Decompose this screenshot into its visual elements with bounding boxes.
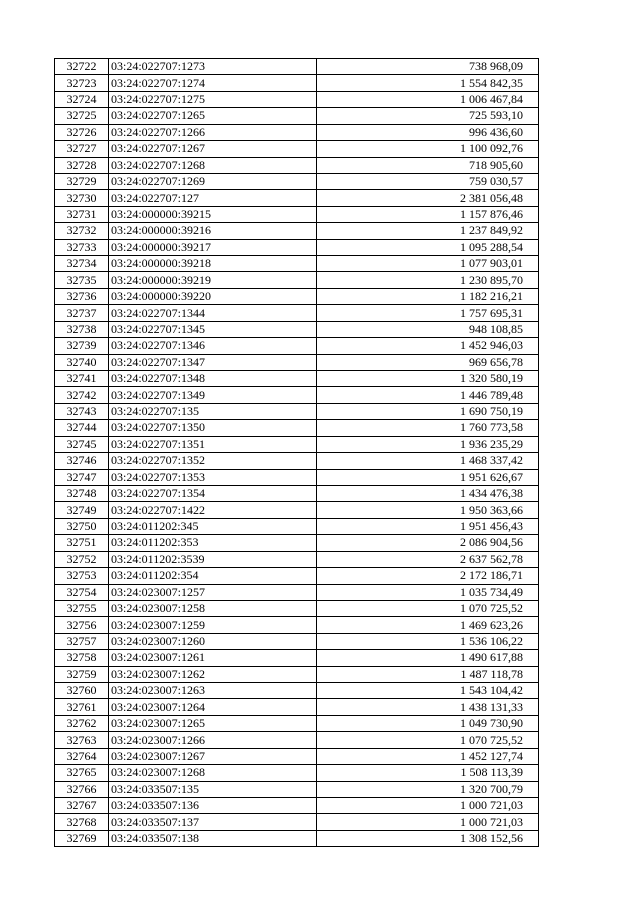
table-row: [55, 190, 539, 206]
value-cell: 2 172 186,71: [317, 568, 539, 584]
table-row: [55, 666, 539, 682]
cadastral-number-cell: 03:24:022707:1275: [109, 91, 317, 107]
cadastral-number-cell: 03:24:033507:135: [109, 781, 317, 797]
table-row: [55, 518, 539, 534]
value-cell: 1 446 789,48: [317, 387, 539, 403]
table-row: [55, 338, 539, 354]
value-cell: 2 086 904,56: [317, 535, 539, 551]
value-cell: 1 536 106,22: [317, 633, 539, 649]
cadastral-number-cell: 03:24:023007:1258: [109, 600, 317, 616]
row-number-cell: 32763: [55, 732, 109, 748]
value-cell: 1 438 131,33: [317, 699, 539, 715]
row-number-cell: 32753: [55, 568, 109, 584]
table-row: [55, 732, 539, 748]
value-cell: 1 320 700,79: [317, 781, 539, 797]
table-row: [55, 206, 539, 222]
value-cell: 1 487 118,78: [317, 666, 539, 682]
value-cell: 1 936 235,29: [317, 436, 539, 452]
table-row: [55, 354, 539, 370]
table-row: [55, 765, 539, 781]
cadastral-number-cell: 03:24:022707:1352: [109, 453, 317, 469]
cadastral-number-cell: 03:24:000000:39220: [109, 288, 317, 304]
row-number-cell: 32741: [55, 371, 109, 387]
row-number-cell: 32736: [55, 288, 109, 304]
cadastral-number-cell: 03:24:022707:1274: [109, 75, 317, 91]
value-cell: 1 070 725,52: [317, 600, 539, 616]
table-row: [55, 781, 539, 797]
table-row: [55, 223, 539, 239]
cadastral-number-cell: 03:24:022707:1269: [109, 173, 317, 189]
row-number-cell: 32756: [55, 617, 109, 633]
row-number-cell: 32758: [55, 650, 109, 666]
row-number-cell: 32762: [55, 715, 109, 731]
row-number-cell: 32742: [55, 387, 109, 403]
row-number-cell: 32729: [55, 173, 109, 189]
table-row: [55, 485, 539, 501]
cadastral-number-cell: 03:24:022707:1354: [109, 485, 317, 501]
value-cell: 725 593,10: [317, 108, 539, 124]
row-number-cell: 32757: [55, 633, 109, 649]
table-row: [55, 108, 539, 124]
value-cell: 2 381 056,48: [317, 190, 539, 206]
table-row: [55, 272, 539, 288]
table-row: [55, 830, 539, 846]
table-row: [55, 715, 539, 731]
row-number-cell: 32723: [55, 75, 109, 91]
value-cell: 1 490 617,88: [317, 650, 539, 666]
table-row: [55, 683, 539, 699]
value-cell: 1 951 456,43: [317, 518, 539, 534]
value-cell: 1 070 725,52: [317, 732, 539, 748]
cadastral-number-cell: 03:24:022707:1349: [109, 387, 317, 403]
table-row: [55, 551, 539, 567]
row-number-cell: 32768: [55, 814, 109, 830]
cadastral-number-cell: 03:24:022707:1422: [109, 502, 317, 518]
value-cell: 718 905,60: [317, 157, 539, 173]
value-cell: 1 543 104,42: [317, 683, 539, 699]
cadastral-number-cell: 03:24:022707:1350: [109, 420, 317, 436]
row-number-cell: 32743: [55, 403, 109, 419]
table-row: [55, 699, 539, 715]
table-row: [55, 568, 539, 584]
cadastral-number-cell: 03:24:023007:1262: [109, 666, 317, 682]
table-row: [55, 633, 539, 649]
value-cell: 1 308 152,56: [317, 830, 539, 846]
cadastral-number-cell: 03:24:023007:1261: [109, 650, 317, 666]
row-number-cell: 32747: [55, 469, 109, 485]
value-cell: 1 760 773,58: [317, 420, 539, 436]
value-cell: 1 320 580,19: [317, 371, 539, 387]
cadastral-number-cell: 03:24:023007:1257: [109, 584, 317, 600]
value-cell: 1 095 288,54: [317, 239, 539, 255]
cadastral-number-cell: 03:24:022707:1348: [109, 371, 317, 387]
cadastral-number-cell: 03:24:023007:1268: [109, 765, 317, 781]
table-row: [55, 305, 539, 321]
value-cell: 948 108,85: [317, 321, 539, 337]
value-cell: 1 434 476,38: [317, 485, 539, 501]
data-table: [54, 58, 539, 847]
table-row: [55, 173, 539, 189]
table-row: [55, 453, 539, 469]
value-cell: 1 035 734,49: [317, 584, 539, 600]
row-number-cell: 32733: [55, 239, 109, 255]
value-cell: 1 157 876,46: [317, 206, 539, 222]
table-row: [55, 75, 539, 91]
table-row: [55, 256, 539, 272]
value-cell: 1 237 849,92: [317, 223, 539, 239]
table-row: [55, 321, 539, 337]
row-number-cell: 32732: [55, 223, 109, 239]
cadastral-number-cell: 03:24:023007:1263: [109, 683, 317, 699]
row-number-cell: 32734: [55, 256, 109, 272]
table-row: [55, 797, 539, 813]
cadastral-number-cell: 03:24:023007:1260: [109, 633, 317, 649]
cadastral-number-cell: 03:24:011202:354: [109, 568, 317, 584]
row-number-cell: 32766: [55, 781, 109, 797]
value-cell: 2 637 562,78: [317, 551, 539, 567]
cadastral-number-cell: 03:24:011202:345: [109, 518, 317, 534]
row-number-cell: 32761: [55, 699, 109, 715]
value-cell: 1 182 216,21: [317, 288, 539, 304]
cadastral-number-cell: 03:24:033507:136: [109, 797, 317, 813]
row-number-cell: 32746: [55, 453, 109, 469]
table-row: [55, 288, 539, 304]
value-cell: 1 468 337,42: [317, 453, 539, 469]
cadastral-number-cell: 03:24:022707:1266: [109, 124, 317, 140]
value-cell: 1 690 750,19: [317, 403, 539, 419]
table-row: [55, 124, 539, 140]
cadastral-number-cell: 03:24:022707:1347: [109, 354, 317, 370]
row-number-cell: 32722: [55, 59, 109, 75]
value-cell: 1 100 092,76: [317, 141, 539, 157]
row-number-cell: 32755: [55, 600, 109, 616]
row-number-cell: 32724: [55, 91, 109, 107]
cadastral-number-cell: 03:24:022707:1265: [109, 108, 317, 124]
row-number-cell: 32767: [55, 797, 109, 813]
row-number-cell: 32765: [55, 765, 109, 781]
row-number-cell: 32748: [55, 485, 109, 501]
cadastral-number-cell: 03:24:022707:1267: [109, 141, 317, 157]
row-number-cell: 32752: [55, 551, 109, 567]
value-cell: 969 656,78: [317, 354, 539, 370]
table-row: [55, 617, 539, 633]
row-number-cell: 32750: [55, 518, 109, 534]
cadastral-number-cell: 03:24:022707:1351: [109, 436, 317, 452]
row-number-cell: 32730: [55, 190, 109, 206]
cadastral-number-cell: 03:24:022707:1273: [109, 59, 317, 75]
cadastral-number-cell: 03:24:033507:137: [109, 814, 317, 830]
cadastral-number-cell: 03:24:022707:135: [109, 403, 317, 419]
row-number-cell: 32749: [55, 502, 109, 518]
row-number-cell: 32754: [55, 584, 109, 600]
value-cell: 1 049 730,90: [317, 715, 539, 731]
value-cell: 1 469 623,26: [317, 617, 539, 633]
cadastral-number-cell: 03:24:022707:1346: [109, 338, 317, 354]
row-number-cell: 32739: [55, 338, 109, 354]
table-row: [55, 748, 539, 764]
table-row: [55, 157, 539, 173]
cadastral-number-cell: 03:24:000000:39216: [109, 223, 317, 239]
table-row: [55, 650, 539, 666]
table-row: [55, 239, 539, 255]
cadastral-number-cell: 03:24:023007:1267: [109, 748, 317, 764]
row-number-cell: 32731: [55, 206, 109, 222]
value-cell: 1 950 363,66: [317, 502, 539, 518]
row-number-cell: 32751: [55, 535, 109, 551]
cadastral-number-cell: 03:24:022707:1268: [109, 157, 317, 173]
cadastral-number-cell: 03:24:011202:3539: [109, 551, 317, 567]
row-number-cell: 32759: [55, 666, 109, 682]
cadastral-number-cell: 03:24:023007:1265: [109, 715, 317, 731]
cadastral-number-cell: 03:24:000000:39219: [109, 272, 317, 288]
row-number-cell: 32745: [55, 436, 109, 452]
row-number-cell: 32744: [55, 420, 109, 436]
value-cell: 738 968,09: [317, 59, 539, 75]
table-row: [55, 436, 539, 452]
value-cell: 1 230 895,70: [317, 272, 539, 288]
table-row: [55, 502, 539, 518]
table-body: [55, 59, 539, 847]
table-row: [55, 600, 539, 616]
cadastral-number-cell: 03:24:011202:353: [109, 535, 317, 551]
table-row: [55, 387, 539, 403]
row-number-cell: 32740: [55, 354, 109, 370]
value-cell: 1 508 113,39: [317, 765, 539, 781]
cadastral-number-cell: 03:24:000000:39218: [109, 256, 317, 272]
value-cell: 1 951 626,67: [317, 469, 539, 485]
value-cell: 1 757 695,31: [317, 305, 539, 321]
value-cell: 1 000 721,03: [317, 814, 539, 830]
cadastral-number-cell: 03:24:000000:39217: [109, 239, 317, 255]
row-number-cell: 32760: [55, 683, 109, 699]
value-cell: 1 554 842,35: [317, 75, 539, 91]
cadastral-number-cell: 03:24:022707:1353: [109, 469, 317, 485]
row-number-cell: 32737: [55, 305, 109, 321]
value-cell: 996 436,60: [317, 124, 539, 140]
value-cell: 1 452 127,74: [317, 748, 539, 764]
value-cell: 1 000 721,03: [317, 797, 539, 813]
value-cell: 759 030,57: [317, 173, 539, 189]
row-number-cell: 32725: [55, 108, 109, 124]
value-cell: 1 006 467,84: [317, 91, 539, 107]
table-row: [55, 584, 539, 600]
row-number-cell: 32728: [55, 157, 109, 173]
cadastral-number-cell: 03:24:023007:1266: [109, 732, 317, 748]
cadastral-number-cell: 03:24:023007:1264: [109, 699, 317, 715]
cadastral-number-cell: 03:24:000000:39215: [109, 206, 317, 222]
table-row: [55, 403, 539, 419]
cadastral-number-cell: 03:24:023007:1259: [109, 617, 317, 633]
row-number-cell: 32769: [55, 830, 109, 846]
row-number-cell: 32764: [55, 748, 109, 764]
row-number-cell: 32735: [55, 272, 109, 288]
cadastral-number-cell: 03:24:022707:1344: [109, 305, 317, 321]
table-row: [55, 59, 539, 75]
table-row: [55, 535, 539, 551]
table-row: [55, 91, 539, 107]
row-number-cell: 32726: [55, 124, 109, 140]
table-row: [55, 420, 539, 436]
value-cell: 1 452 946,03: [317, 338, 539, 354]
table-row: [55, 371, 539, 387]
table-row: [55, 141, 539, 157]
table-row: [55, 469, 539, 485]
cadastral-number-cell: 03:24:022707:1345: [109, 321, 317, 337]
table-row: [55, 814, 539, 830]
value-cell: 1 077 903,01: [317, 256, 539, 272]
cadastral-number-cell: 03:24:022707:127: [109, 190, 317, 206]
row-number-cell: 32727: [55, 141, 109, 157]
row-number-cell: 32738: [55, 321, 109, 337]
cadastral-number-cell: 03:24:033507:138: [109, 830, 317, 846]
